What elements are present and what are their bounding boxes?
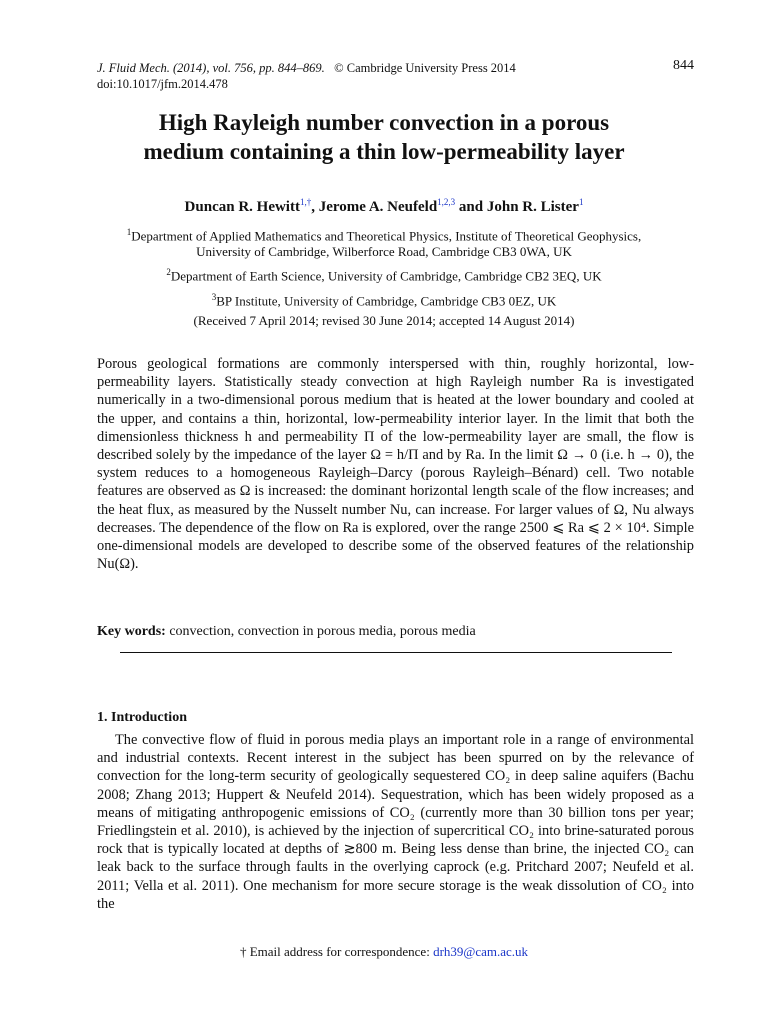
title-line-2: medium containing a thin low-permeability layer [143, 139, 625, 164]
affiliations [60, 224, 708, 313]
affiliation-3 [60, 289, 708, 309]
abstract: Porous geological formations are commonly interspersed with thin, roughly horizontal, low-permeability layers. Statistically steady convection at high Rayleigh number Ra is investigated numerically in a two-dimensional porous medium that is heated at the lower boundary and cooled at the upper, and contains a thin, horizontal, low-permeability interior layer. In the limit that both the dimensionless thickness h and permeability Π of the low-permeability layer are small, the flow is described solely by the impedance of the layer Ω = h/Π and by Ra. In the limit Ω → 0 (i.e. h → 0), the system reduces to a homogeneous Rayleigh–Darcy (porous Rayleigh–Bénard) cell. Two notable features are observed as Ω is increased: the dominant horizontal length scale of the flow increases; and the heat flux, as measured by the Nusselt number Nu, can increase. For larger values of Ω, Nu always decreases. The dependence of the flow on Ra is explored, over the range 2500 ⩽ Ra ⩽ 2 × 10⁴. Simple one-dimensional models are developed to describe some of the observed features of the relationship Nu(Ω). [97, 356, 694, 573]
affiliation-1 [60, 224, 708, 260]
doi: doi:10.1017/jfm.2014.478 [97, 77, 228, 91]
affiliation-1-line-2: University of Cambridge, Wilberforce Road, Cambridge CB3 0WA, UK [196, 244, 572, 260]
footnote-label: † Email address for correspondence: [239, 944, 430, 959]
citation: J. Fluid Mech. (2014), vol. 756, pp. 844–869. [97, 61, 325, 75]
keywords [97, 624, 476, 640]
and-word: and [458, 199, 484, 215]
paper-title [60, 108, 708, 166]
author-3-affil-link[interactable]: 1 [578, 197, 584, 207]
affiliation-3-text: BP Institute, University of Cambridge, Cambridge CB3 0EZ, UK [216, 292, 557, 308]
affiliation-3-number: 3 [211, 291, 217, 302]
journal-header [97, 60, 516, 92]
affiliation-1-line-1: Department of Applied Mathematics and Theoretical Physics, Institute of Theoretical Geophysics, [131, 228, 642, 244]
keywords-label: Key words: [97, 624, 166, 639]
author-2-affil-link[interactable]: 1,2,3 [437, 197, 456, 207]
affiliation-1-number: 1 [126, 227, 132, 237]
affiliation-2 [60, 264, 708, 284]
title-line-1: High Rayleigh number convection in a porous [158, 110, 610, 135]
introduction-paragraph: The convective flow of fluid in porous media plays an important role in a range of environmental and industrial contexts. Recent interest in the subject has been spurred on by the relevance of convection for the long-term security of geologically sequestered CO₂ in deep saline aquifers (Bachu 2008; Zhang 2013; Huppert & Neufeld 2014). Sequestration, which has been widely proposed as a means of mitigating anthropogenic emissions of CO₂ (currently more than 30 billion tons per year; Friedlingstein et al. 2010), is achieved by the injection of supercritical CO₂ into brine-saturated porous rock that is typically located at depths of ≳800 m. Being less dense than brine, the injected CO₂ can leak back to the surface through faults in the overlying caprock (e.g. Pritchard 2007; Neufeld et al. 2011; Vella et al. 2011). One mechanism for more secure storage is the weak dissolution of CO₂ into the [97, 732, 694, 912]
author-1-affil-link[interactable]: 1,† [299, 197, 312, 207]
author-1: Duncan R. Hewitt [184, 199, 300, 215]
affiliation-2-number: 2 [166, 267, 171, 278]
author-list: Duncan R. Hewitt$^{1,\dagger}$, Jerome A. Neufeld$^{1,2,3}$ and John R. Lister$^1$ [184, 197, 584, 215]
footnote [60, 944, 708, 960]
author-2: Jerome A. Neufeld [318, 199, 438, 215]
section-heading: 1. Introduction [97, 710, 187, 725]
divider [120, 652, 672, 653]
page-number: 844 [673, 58, 694, 73]
author-3: John R. Lister [486, 199, 579, 215]
received-dates: (Received 7 April 2014; revised 30 June 2014; accepted 14 August 2014) [193, 313, 575, 328]
affiliation-2-text: Department of Earth Science, University of Cambridge, Cambridge CB2 3EQ, UK [170, 268, 602, 284]
copyright: © Cambridge University Press 2014 [334, 61, 516, 75]
email-link[interactable]: drh39@cam.ac.uk [433, 944, 529, 959]
keywords-text: convection, convection in porous media, porous media [169, 624, 476, 639]
